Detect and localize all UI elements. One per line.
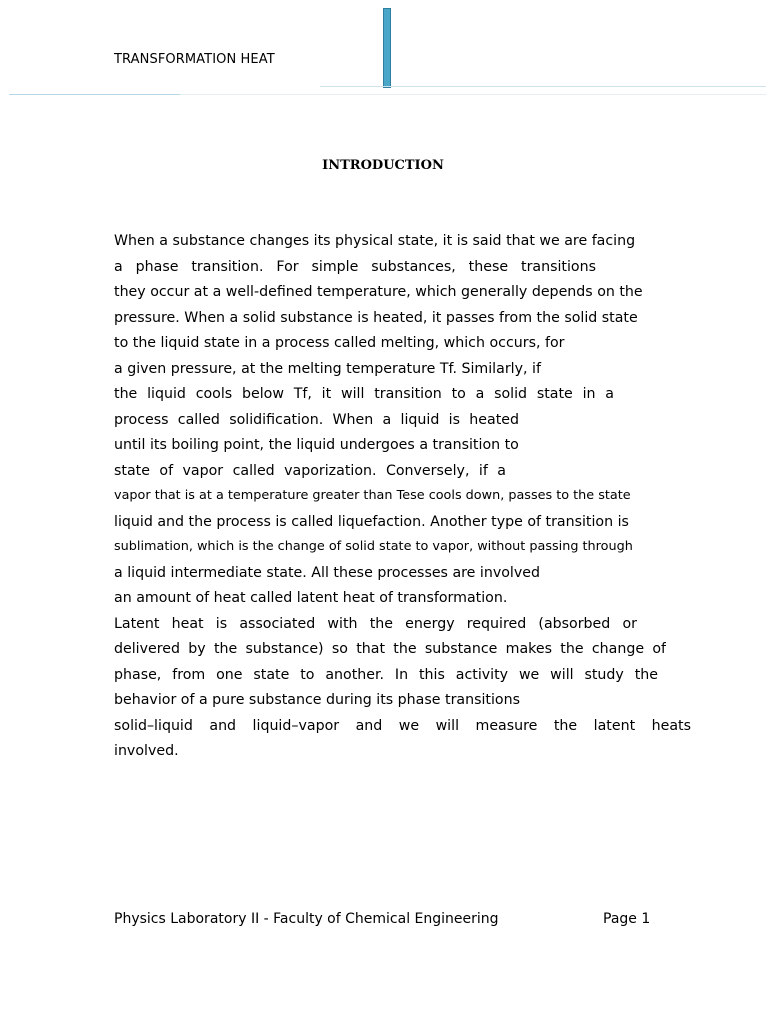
header-rule-left xyxy=(9,94,180,95)
body-line: they occur at a well-defined temperature, which generally depends on the xyxy=(114,284,643,300)
body-line: vapor that is at a temperature greater than Tese cools down, passes to the state xyxy=(114,488,631,503)
body-line: phase, from one state to another. In this activity we will study the xyxy=(114,666,658,683)
page-number: Page 1 xyxy=(603,911,651,927)
body-line: a given pressure, at the melting temperature Tf. Similarly, if xyxy=(114,360,541,377)
body-line: involved. xyxy=(114,743,179,759)
body-line: a liquid intermediate state. All these processes are involved xyxy=(114,564,540,581)
body-line: pressure. When a solid substance is heated, it passes from the solid state xyxy=(114,309,638,326)
body-line: until its boiling point, the liquid undergoes a transition to xyxy=(114,437,519,453)
body-line: an amount of heat called latent heat of transformation. xyxy=(114,590,508,606)
footer-text: Physics Laboratory II - Faculty of Chemical Engineering xyxy=(114,911,499,927)
header-rule-right xyxy=(320,86,766,87)
header-accent-bar xyxy=(383,8,391,88)
body-line: behavior of a pure substance during its phase transitions xyxy=(114,692,520,708)
body-line: Latent heat is associated with the energy required (absorbed or xyxy=(114,615,637,632)
body-line: process called solidification. When a liquid is heated xyxy=(114,411,519,428)
body-line: state of vapor called vaporization. Conversely, if a xyxy=(114,462,506,479)
body-line: sublimation, which is the change of solid state to vapor, without passing through xyxy=(114,539,633,554)
body-line: solid–liquid and liquid–vapor and we will measure the latent heats xyxy=(114,717,691,734)
body-line: a phase transition. For simple substances, these transitions xyxy=(114,258,596,275)
body-line: liquid and the process is called liquefaction. Another type of transition is xyxy=(114,513,629,530)
body-line: delivered by the substance) so that the substance makes the change of xyxy=(114,641,666,657)
document-header-title: TRANSFORMATION HEAT xyxy=(114,52,275,67)
body-line: the liquid cools below Tf, it will transition to a solid state in a xyxy=(114,386,614,402)
body-line: When a substance changes its physical state, it is said that we are facing xyxy=(114,233,636,249)
section-heading: INTRODUCTION xyxy=(322,158,444,173)
body-text xyxy=(114,231,691,767)
body-line: to the liquid state in a process called melting, which occurs, for xyxy=(114,335,565,351)
